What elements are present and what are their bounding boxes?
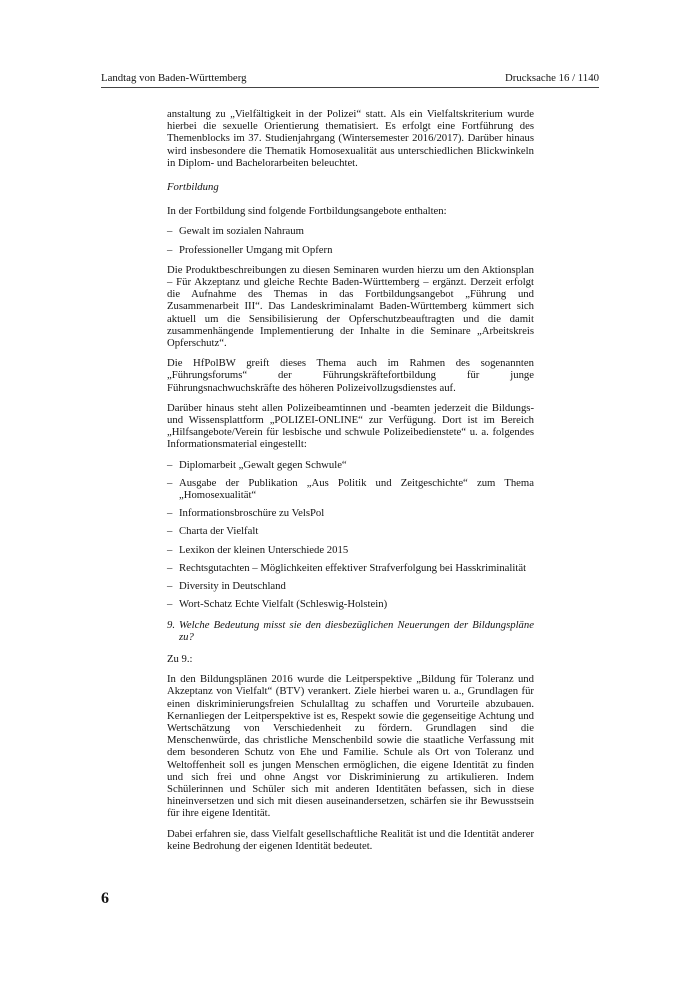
list-item: – Diversity in Deutschland (167, 580, 534, 592)
running-header (101, 70, 599, 87)
page-body (167, 108, 534, 860)
header-divider (101, 87, 599, 88)
paragraph-intro-fortbildung: In der Fortbildung sind folgende Fortbildungsangebote enthalten: (167, 205, 447, 218)
answer-label: Zu 9.: (167, 652, 193, 665)
list-item: – Professioneller Umgang mit Opfern (167, 244, 534, 256)
page-number: 6 (101, 890, 109, 907)
paragraph-continuation: anstaltung zu „Vielfältigkeit in der Polizei“ statt. Als ein Vielfaltskriterium wurde hierbei die sexuelle Orientierung thematisiert. Es erfolgt eine Fortführung des Themenblocks im 37. Studienjahrgang (Wintersemester 2016/2017). Darüber hinaus wird insbesondere die Thematik Homosexualität aus unterschiedlichen Blickwinkeln in Diplom- und Bachelorarbeiten beleuchtet. (167, 108, 534, 169)
paragraph-polizei-online: Darüber hinaus steht allen Polizeibeamtinnen und -beamten jederzeit die Bildungs- und Wissensplattform „POLIZEI-ONLINE“ zur Verfügung. Dort ist im Bereich „Hilfsangebote/Verein für lesbische und schwule Polizeibedienstete“ u. a. folgendes Informationsmaterial eingestellt: (167, 401, 534, 451)
paragraph-vielfalt-realitaet: Dabei erfahren sie, dass Vielfalt gesellschaftliche Realität ist und die Identität anderer keine Bedrohung der eigenen Identität bedeutet. (167, 827, 534, 852)
list-item: – Diplomarbeit „Gewalt gegen Schwule“ (167, 459, 534, 471)
paragraph-bildungsplaene: In den Bildungsplänen 2016 wurde die Leitperspektive „Bildung für Toleranz und Akzeptanz von Vielfalt“ (BTV) verankert. Ziele hierbei waren u. a., Grundlagen für einen diskriminierungsfreien Schulalltag zu schaffen und Vorurteile abzubauen. Kernanliegen der Leitperspektive ist es, Respekt sowie die gegenseitige Achtung und Wertschätzung von Verschiedenheit zu fördern. Grundlagen sind die Menschenwürde, das christliche Menschenbild sowie die staatliche Verfassung mit dem besonderen Schutz von Ehe und Familie. Schule als Ort von Toleranz und Weltoffenheit soll es jungen Menschen ermöglichen, die eigene Identität zu finden und sich frei und ohne Angst vor Diskriminierung zu artikulieren. Indem Schülerinnen und Schüler sich mit anderen Identitäten befassen, sich in diese hineinversetzen und sich mit diesen auseinandersetzen, schärfen sie ihr Bewusstsein für ihre eigene Identität. (167, 673, 534, 820)
question-text: Welche Bedeutung misst sie den diesbezüglichen Neuerungen der Bildungspläne zu? (179, 618, 534, 643)
header-parliament-name: Landtag von Baden-Württemberg (101, 72, 247, 84)
question-number: 9. (167, 618, 176, 631)
list-item: – Rechtsgutachten – Möglichkeiten effektiver Strafverfolgung bei Hasskriminalität (167, 562, 534, 574)
list-item: – Ausgabe der Publikation „Aus Politik und Zeitgeschichte“ zum Thema „Homosexualität“ (167, 477, 534, 501)
list-fortbildungsangebote (167, 225, 534, 255)
question-9 (167, 619, 534, 643)
list-informationsmaterial (167, 459, 534, 611)
header-document-number: Drucksache 16 / 1140 (504, 72, 599, 84)
section-heading-fortbildung: Fortbildung (167, 181, 219, 194)
paragraph-produktbeschreibungen: Die Produktbeschreibungen zu diesen Seminaren wurden hierzu um den Aktionsplan – Für Akzeptanz und gleiche Rechte Baden-Württemberg – ergänzt. Derzeit erfolgt die Aufnahme des Themas in das Fortbildungsangebot „Führung und Zusammenarbeit III“. Das Landeskriminalamt Baden-Württemberg kümmert sich aktuell um die Sensibilisierung der Opferschutzbeauftragten und die damit zusammenhängende Implementierung der Inhalte in die Seminare „Arbeitskreis Opferschutz“. (167, 263, 534, 350)
list-item: – Charta der Vielfalt (167, 525, 534, 537)
list-item: – Wort-Schatz Echte Vielfalt (Schleswig-Holstein) (167, 598, 534, 610)
paragraph-hfpolbw: Die HfPolBW greift dieses Thema auch im Rahmen des sogenannten „Führungsforums“ der Führungskräftefortbildung für junge Führungsnachwuchskräfte des höheren Polizeivollzugsdienstes auf. (167, 357, 534, 394)
list-item: – Lexikon der kleinen Unterschiede 2015 (167, 544, 534, 556)
list-item: – Informationsbroschüre zu VelsPol (167, 507, 534, 519)
list-item: – Gewalt im sozialen Nahraum (167, 225, 534, 237)
